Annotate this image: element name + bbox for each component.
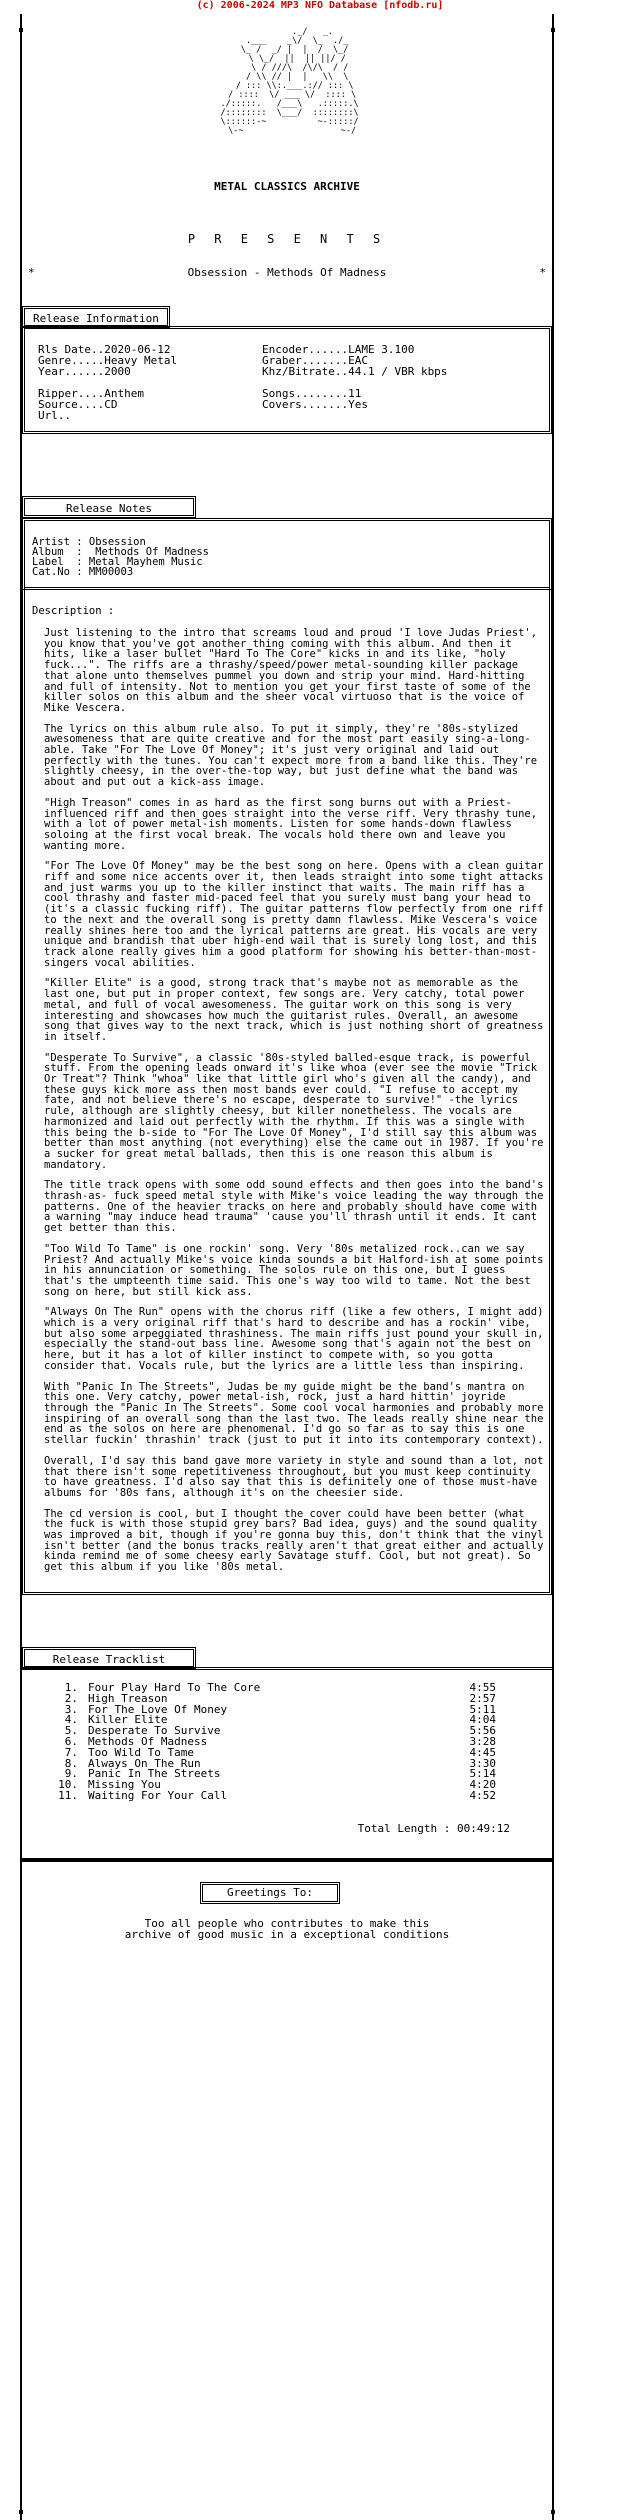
track-number: 6.: [64, 1734, 78, 1748]
info-right-line: Songs........11: [262, 387, 362, 400]
description-paragraph: "Always On The Run" opens with the chorus riff (like a few others, I might add) which is a very original riff that's hard to describe and has a rockin' vibe, but also some arpeggiated thrashiness. The main riffs just pound your skull in, especially the stand-out bass line. Awesome song that's again not the best on here, but it has a lot of killer instinct to compete with, so you gotta consider that. Vocals rule, but the lyrics are a little less than inspiring.: [44, 1306, 544, 1372]
divider-rule: [22, 1858, 552, 1862]
info-right-line: Encoder......LAME 3.100: [262, 343, 415, 356]
copyright-banner: (c) 2006-2024 MP3 NFO Database [nfodb.ru]: [196, 0, 444, 11]
track-length: 3:28: [469, 1734, 496, 1748]
greetings-text: [20, 1918, 554, 1940]
greeting-line: archive of good music in a exceptional conditions: [124, 1927, 450, 1941]
track-length: 4:55: [469, 1681, 496, 1694]
track-title: Desperate To Survive: [88, 1724, 221, 1738]
track-length: 2:57: [469, 1691, 496, 1705]
track-number: 2.: [64, 1691, 78, 1705]
track-number: 10.: [58, 1778, 78, 1792]
track-number: 11.: [58, 1788, 78, 1802]
info-left-line: Source....CD: [38, 398, 118, 411]
left-star: *: [28, 266, 35, 279]
track-number: 9.: [64, 1767, 78, 1781]
description-paragraph: The cd version is cool, but I thought the cover could have been better (what the fuck is with those stupid grey bars? Bad idea, guys) and the sound quality was improved a bit, though if you're gonna buy this, don't think that the vinyl isn't better (and the bonus tracks really aren't that great either and actually kinda remind me of some cheesy early Savatage stuff. Cool, but not great). So get this album if you like '80s metal.: [44, 1507, 544, 1574]
info-left-line: Rls Date..2020-06-12: [38, 343, 171, 356]
release-info-left: [38, 344, 177, 421]
track-title: Four Play Hard To The Core: [88, 1681, 261, 1694]
track-title: Waiting For Your Call: [88, 1788, 228, 1802]
release-title: Obsession - Methods Of Madness: [187, 266, 387, 279]
description-body: [32, 628, 546, 1583]
track-title: Missing You: [88, 1778, 161, 1792]
track-number: 3.: [64, 1702, 78, 1716]
release-notes-label: Release Notes: [22, 496, 196, 518]
info-right-line: Khz/Bitrate..44.1 / VBR kbps: [262, 365, 448, 378]
info-right-line: [262, 410, 447, 421]
meta-line: Album : Methods Of Madness: [32, 546, 210, 558]
meta-line: Cat.No : MM00003: [32, 566, 134, 578]
track-number: 4.: [64, 1713, 78, 1727]
track-length: 4:04: [469, 1713, 496, 1727]
track-number: 7.: [64, 1745, 78, 1759]
corner-dot-bottom-right: [551, 2510, 555, 2514]
meta-line: Label : Metal Mayhem Music: [32, 556, 203, 568]
track-title: Killer Elite: [88, 1713, 168, 1727]
right-star: *: [539, 266, 546, 279]
info-right-line: Covers.......Yes: [262, 398, 368, 411]
track-title: Panic In The Streets: [88, 1767, 221, 1781]
greeting-line: Too all people who contributes to make this: [144, 1916, 430, 1930]
track-number: 5.: [64, 1724, 78, 1738]
track-list: [56, 1683, 496, 1802]
description-paragraph: "Desperate To Survive", a classic '80s-styled balled-esque track, is powerful stuff. From the opening leads onward it's like whoa (ever see the movie "Trick Or Treat"? Think "whoa" like that little girl who's given all the candy), and these guys kick more ass then most bands ever could. "I refuse to accept my fate, and not believe there's no escape, desperate to survive!" -the lyrics rule, although are slightly cheesy, but killer nonetheless. The vocals are harmonized and laid out perfectly with the rhythm. If this was a single with this being the b-side to "For The Love Of Money", I'd still say this album was better than most anything (not everything) else the came out in 1987. If you're a sucker for great metal ballads, then this is one reason this album is mandatory.: [44, 1051, 544, 1171]
description-paragraph: The title track opens with some odd sound effects and then goes into the band's thrash-as- fuck speed metal style with Mike's voice leading the way through the patterns. One of the heavier tracks on here and probably should have come with a warning "may induce head trauma" 'cause you'll thrash until it ends. It cant get better than this.: [44, 1179, 544, 1235]
track-length: 5:11: [469, 1702, 496, 1716]
total-length: Total Length : 00:49:12: [357, 1821, 510, 1835]
release-info-label: Release Information: [22, 306, 170, 328]
track-number: 8.: [64, 1756, 78, 1770]
track-length: 4:20: [469, 1778, 496, 1792]
track-length: 4:52: [469, 1788, 496, 1802]
description-paragraph: "High Treason" comes in as hard as the first song burns out with a Priest-influenced riff and then goes straight into the verse riff. Very thrashy tune, with a lot of power metal-ish moments. Listen for some hands-down flawless soloing at the first vocal break. The vocals hold there own and leave you wanting more.: [44, 796, 538, 852]
description-paragraph: The lyrics on this album rule also. To put it simply, they're '80s-stylized awesomeness that are quite creative and for the most part easily sing-a-long-able. Take "For The Love Of Money"; it's just very original and laid out perfectly with the tunes. You can't expect more from a band like this. They're slightly cheesy, in the over-the-top way, but just define what the band was about and put out a kick-ass image.: [44, 722, 538, 789]
track-title: Too Wild To Tame: [88, 1745, 194, 1759]
track-length: 5:14: [469, 1767, 496, 1781]
description-paragraph: "Too Wild To Tame" is one rockin' song. Very '80s metalized rock..can we say Priest? And actually Mike's voice kinda sounds a bit Halford-ish at some points in his annunciation or something. The solos rule on this one, but I guess that's the umpteenth time said. This one's way too wild to tame. Not the best song on here, but still kick ass.: [44, 1242, 544, 1298]
tracklist-label: Release Tracklist: [22, 1647, 196, 1669]
info-right-line: Graber.......EAC: [262, 354, 368, 367]
track-length: 4:45: [469, 1745, 496, 1759]
track-title: For The Love Of Money: [88, 1702, 228, 1716]
info-left-line: Url..: [38, 409, 72, 422]
track-number: 1.: [64, 1681, 78, 1694]
track-title: High Treason: [88, 1691, 168, 1705]
archive-name: METAL CLASSICS ARCHIVE: [214, 180, 360, 193]
track-row: [56, 1788, 496, 1802]
presents-heading: P R E S E N T S: [187, 232, 387, 246]
greetings-label: Greetings To:: [200, 1882, 340, 1904]
ascii-logo-art: ._/ _. .___ _\/ \_ ./_ \_ / _/ | | / \_/ \ \_/ || || ||/ / \ / ///\ /\/\ / / / \\ // | | \\ \ / ::: \\:.___.:// ::: \ / :::: \/ ___ \/ :::: \ ./:::::. /___\ .:::::.\ /:::::::: \___/ ::::::::\ \::::::-~ ~-:::::/ \-~ ~-/: [220, 27, 359, 136]
meta-line: Artist : Obsession: [32, 536, 146, 548]
info-left-line: Year......2000: [38, 365, 131, 378]
track-title: Methods Of Madness: [88, 1734, 208, 1748]
tracklist-box-top: [22, 1667, 552, 1671]
description-paragraph: Overall, I'd say this band gave more variety in style and sound than a lot, not that there isn't some repetitiveness throughout, but you must keep continuity to have greatness. I'd also say that this is definitely one of those must-have albums for '80s fans, although it's on the cheesier side.: [44, 1454, 544, 1499]
corner-dot-bottom-left: [19, 2510, 23, 2514]
description-paragraph: "For The Love Of Money" may be the best song on here. Opens with a clean guitar riff and some nice accents over it, then leads straight into some tight attacks and just warms you up to the killer instinct that waits. The main riff has a cool thrashy and faster mid-paced feel that you surely must bang your head to (it's a classic fucking riff). The guitar patterns flow perfectly from one riff to the next and the overall song is pretty damn flawless. Mike Vescera's voice really shines here too and the lyrical patterns are great. His vocals are very unique and brandish that uber high-end wail that is surely long lost, and this track alone really gives him a good platform for showing his better-than-most-singers vocal abilities.: [44, 860, 544, 969]
release-info-right: [262, 344, 447, 421]
track-title: Always On The Run: [88, 1756, 201, 1770]
description-paragraph: With "Panic In The Streets", Judas be my guide might be the band's mantra on this one. Very catchy, power metal-ish, rock, just a hard hittin' joyride through the "Panic In The Streets". Some cool vocal harmonies and probably more inspiring of an overall song than the last two. The leads really shine near the end as the solos on here are phenomenal. I'd go so far as to say this is one stellar fuckin' thrashin' track (just to put it into its contemporary context).: [44, 1380, 544, 1447]
info-left-line: Genre.....Heavy Metal: [38, 354, 178, 367]
description-label: Description :: [32, 605, 115, 617]
release-notes-meta: [32, 537, 546, 577]
track-length: 3:30: [469, 1756, 496, 1770]
info-left-line: Ripper....Anthem: [38, 387, 144, 400]
track-length: 5:56: [469, 1724, 496, 1738]
description-paragraph: Just listening to the intro that screams loud and proud 'I love Judas Priest', you know that you've got another thing coming with this album. And then it hits, like a laser bullet "Hard To The Core" kicks in and its like, "holy fuck...". The riffs are a thrashy/speed/power metal-sounding killer package that alone unto themselves pummel you down and strip your mind. Hard-hitting and full of intensity. Not to mention you get your first taste of some of the killer solos on this album and the sheer vocal virtuoso that is the voice of Mike Vescera.: [44, 627, 538, 714]
description-paragraph: "Killer Elite" is a good, strong track that's maybe not as memorable as the last one, but put in proper context, few songs are. Very catchy, total power metal, and full of vocal awesomeness. The guitar work on this song is very interesting and showcases how much the guitarist rules. Overall, an awesome song that gives way to the next track, which is just nothing short of greatness in itself.: [44, 977, 544, 1043]
